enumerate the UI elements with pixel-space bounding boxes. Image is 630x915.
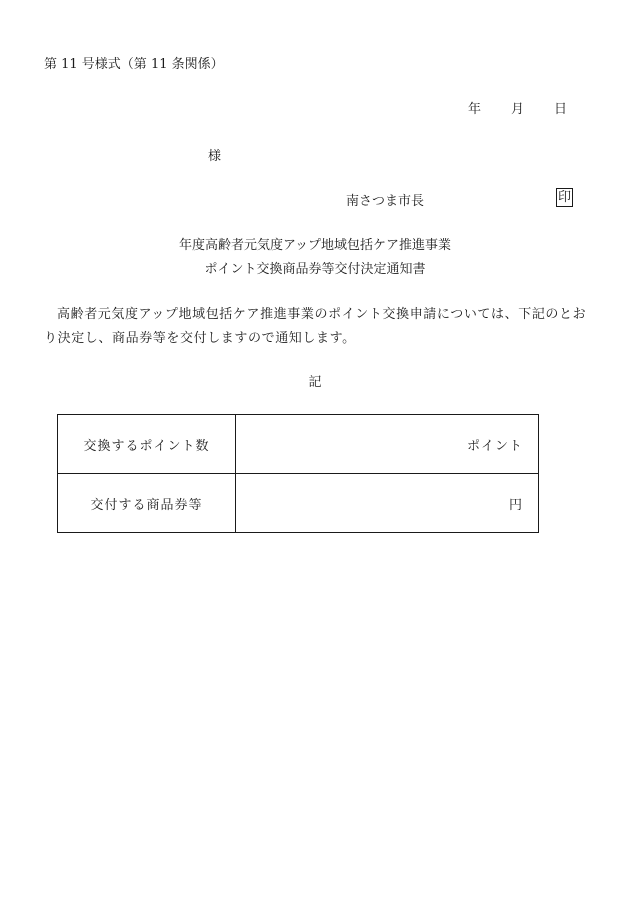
row-label-points: 交換するポイント数	[58, 415, 236, 474]
date-month-label: 月	[511, 102, 525, 117]
document-title-line1: 年度高齢者元気度アップ地域包括ケア推進事業	[178, 238, 452, 253]
table-row	[58, 415, 539, 474]
date-day-label: 日	[554, 102, 568, 117]
form-number: 第 11 号様式（第 11 条関係）	[44, 57, 224, 72]
sender-title: 南さつま市長	[346, 194, 425, 209]
table-row	[58, 474, 539, 533]
row-value-points: ポイント	[236, 415, 539, 474]
date-line	[468, 98, 567, 117]
ki-heading: 記	[308, 375, 322, 390]
recipient-suffix: 様	[208, 149, 222, 164]
date-year-label: 年	[468, 102, 482, 117]
row-value-vouchers: 円	[236, 474, 539, 533]
seal-mark: 印	[558, 190, 572, 205]
details-table	[57, 414, 539, 533]
row-label-vouchers: 交付する商品券等	[58, 474, 236, 533]
body-paragraph: 高齢者元気度アップ地域包括ケア推進事業のポイント交換申請については、下記のとおり決定し、商品券等を交付しますので通知します。	[44, 307, 587, 346]
document-title-line2: ポイント交換商品券等交付決定通知書	[204, 262, 426, 277]
